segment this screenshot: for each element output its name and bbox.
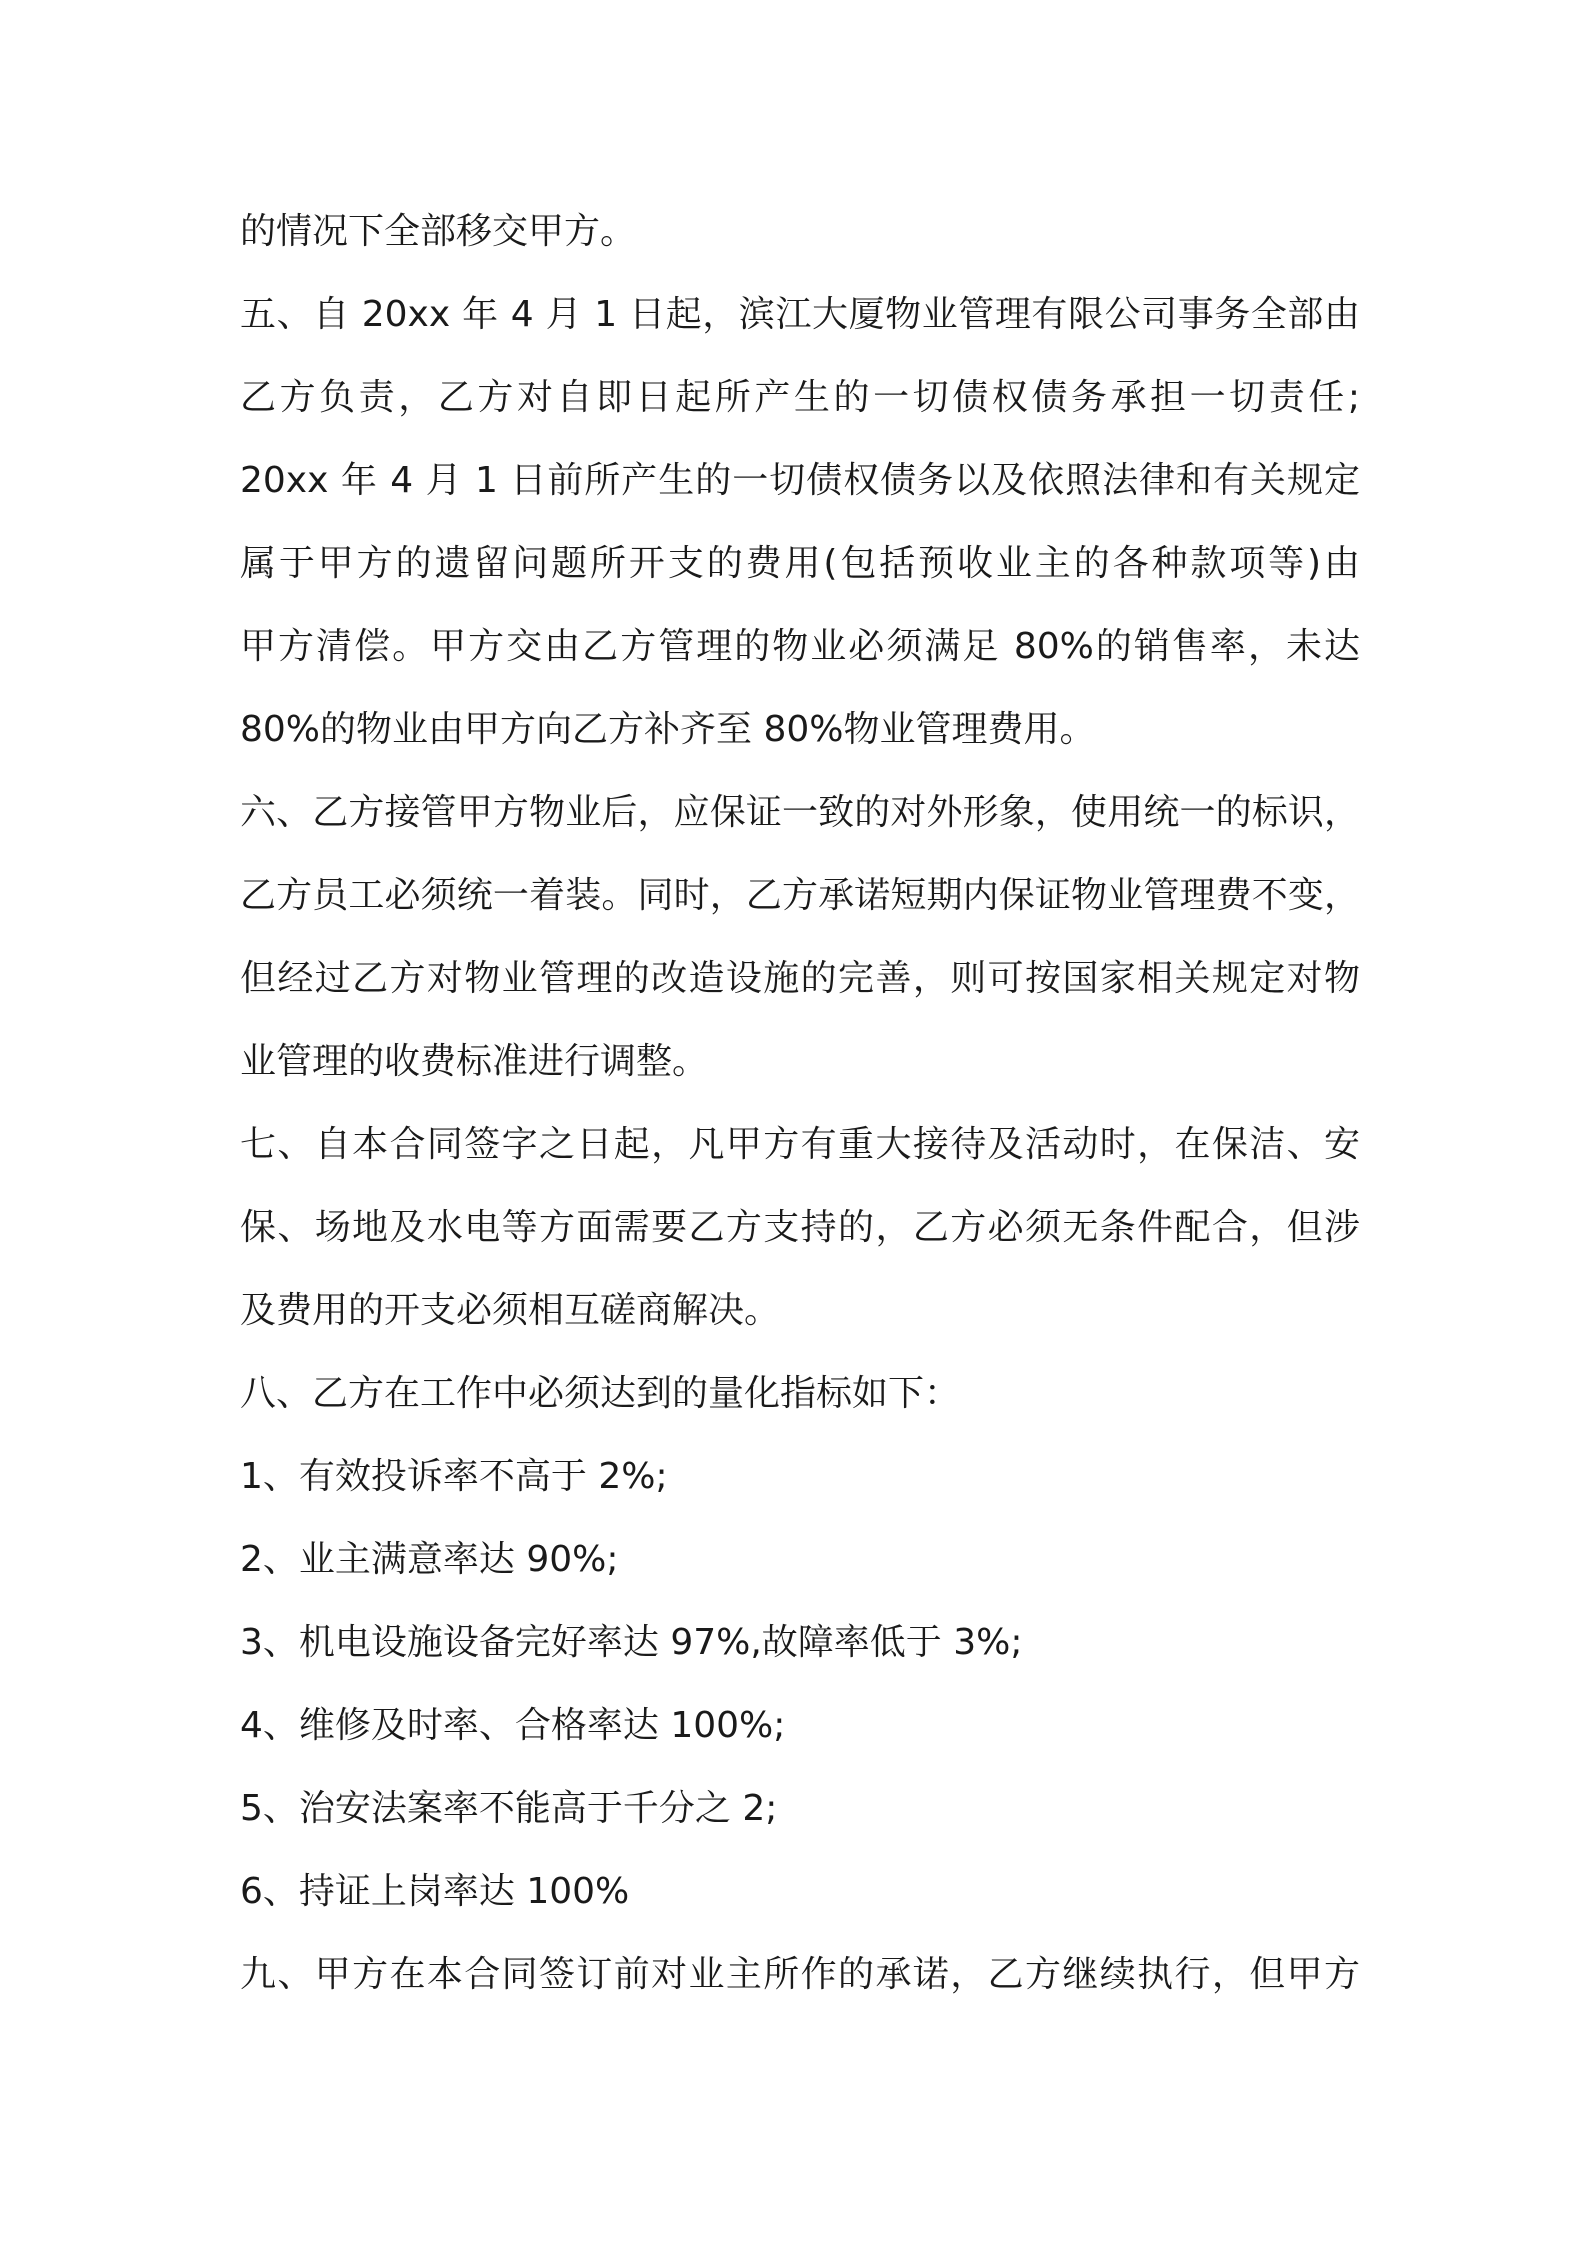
- contract-body: [240, 190, 1360, 2016]
- text-line: 九、甲方在本合同签订前对业主所作的承诺，乙方继续执行，但甲方: [240, 1954, 1360, 1995]
- text-line: 五、自 20xx 年 4 月 1 日起，滨江大厦物业管理有限公司事务全部由: [240, 294, 1360, 335]
- list-item: 6、持证上岗率达 100%: [240, 1871, 630, 1912]
- text-line: 乙方员工必须统一着装。同时，乙方承诺短期内保证物业管理费不变，: [240, 875, 1360, 916]
- text-line: 乙方负责，乙方对自即日起所产生的一切债权债务承担一切责任;: [240, 377, 1360, 418]
- text-line: 及费用的开支必须相互磋商解决。: [240, 1290, 781, 1331]
- list-item: 4、维修及时率、合格率达 100%;: [240, 1705, 786, 1746]
- text-line: 业管理的收费标准进行调整。: [240, 1041, 709, 1082]
- list-item: 5、治安法案率不能高于千分之 2;: [240, 1788, 778, 1829]
- text-line: 甲方清偿。甲方交由乙方管理的物业必须满足 80%的销售率，未达: [240, 626, 1360, 667]
- text-line: 属于甲方的遗留问题所开支的费用(包括预收业主的各种款项等)由: [240, 543, 1360, 584]
- text-line: 的情况下全部移交甲方。: [240, 211, 637, 252]
- list-item: 1、有效投诉率不高于 2%;: [240, 1456, 668, 1497]
- text-line: 六、乙方接管甲方物业后，应保证一致的对外形象，使用统一的标识，: [240, 792, 1360, 833]
- text-line: 保、场地及水电等方面需要乙方支持的，乙方必须无条件配合，但涉: [240, 1207, 1360, 1248]
- text-line: 20xx 年 4 月 1 日前所产生的一切债权债务以及依照法律和有关规定: [240, 460, 1360, 501]
- text-line: 但经过乙方对物业管理的改造设施的完善，则可按国家相关规定对物: [240, 958, 1360, 999]
- list-item: 3、机电设施设备完好率达 97%,故障率低于 3%;: [240, 1622, 1023, 1663]
- list-item: 2、业主满意率达 90%;: [240, 1539, 619, 1580]
- text-line: 七、自本合同签字之日起，凡甲方有重大接待及活动时，在保洁、安: [240, 1124, 1360, 1165]
- text-line: 八、乙方在工作中必须达到的量化指标如下：: [240, 1373, 961, 1414]
- text-line: 80%的物业由甲方向乙方补齐至 80%物业管理费用。: [240, 709, 1096, 750]
